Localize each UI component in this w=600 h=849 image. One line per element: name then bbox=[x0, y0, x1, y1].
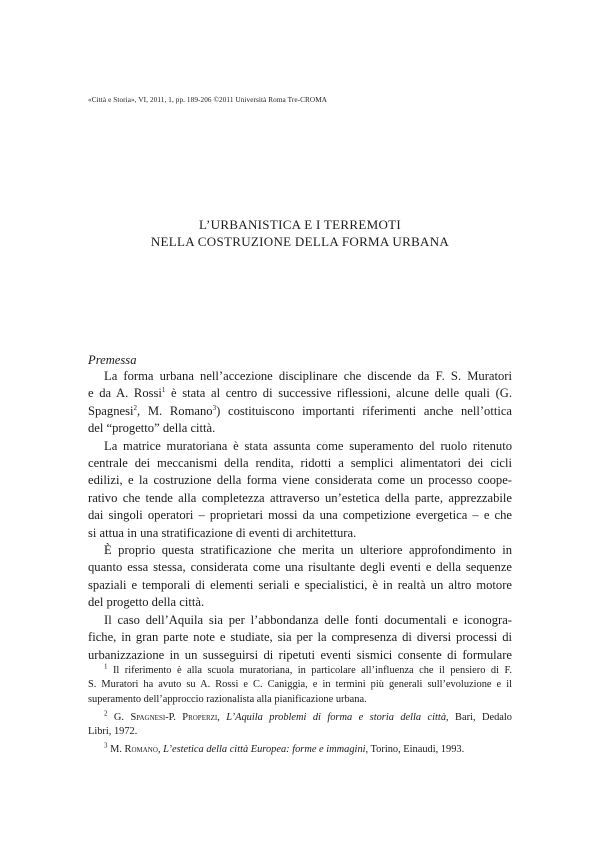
paragraph bbox=[88, 438, 512, 542]
footnote-line: $^3$ M. Romano, L’estetica della città Europea: forme e immagini, Torino, Einaudi, 1993. bbox=[104, 742, 465, 756]
footnote-marker: 1 bbox=[161, 386, 166, 395]
text-line: e da A. Rossi$^1$ è stata al centro di successive riflessioni, alcune delle quali (G. bbox=[88, 386, 513, 401]
text-line: quanto essa stessa, considerata come una risultante degli eventi e della sequenze bbox=[88, 560, 512, 575]
footnote-marker: 2 bbox=[133, 403, 137, 412]
footnote-line: $^1$ Il riferimento è alla scuola muratoriana, in particolare all’influenza che il pensiero di F. bbox=[104, 662, 512, 676]
text-line: La forma urbana nell’accezione disciplinare che discende da F. S. Muratori bbox=[104, 369, 512, 383]
footnote-2 bbox=[88, 711, 512, 740]
footnote-marker: 3 bbox=[104, 742, 108, 751]
article-title bbox=[88, 217, 512, 250]
text-line: dai singoli operatori – proprietari mossi da una competizione evergetica – e che bbox=[88, 508, 512, 523]
text-line: rativo che tende alla completezza attraverso un’estetica della parte, apprezzabile bbox=[88, 490, 512, 505]
text-line: del progetto della città. bbox=[88, 595, 205, 610]
section-heading: Premessa bbox=[88, 353, 137, 367]
text-line: Spagnesi$^2$, M. Romano$^3$) costituiscono importanti riferimenti anche nell’ottica bbox=[88, 403, 512, 418]
text-line: urbanizzazione in un susseguirsi di ripetuti eventi sismici consente di formulare bbox=[88, 647, 512, 662]
text-line: Il caso dell’Aquila sia per l’abbondanza delle fonti documentali e iconogra- bbox=[104, 612, 512, 627]
footnotes bbox=[88, 664, 512, 762]
footnote-marker: 2 bbox=[104, 709, 108, 718]
text-line: spaziali e temporali di elementi seriali e specialistici, è in realtà un altro motore bbox=[88, 577, 512, 592]
text-line: edilizi, e la costruzione della forma viene considerata come un processo coope- bbox=[88, 473, 512, 488]
text-line: È proprio questa stratificazione che merita un ulteriore approfondimento in bbox=[104, 543, 512, 558]
text-line: fiche, in gran parte note e studiate, sia per la compresenza di diversi processi di bbox=[88, 630, 512, 645]
text-line: centrale dei meccanismi della rendita, ridotti a semplici alimentatori dei cicli bbox=[88, 456, 512, 471]
title-line-1: L’URBANISTICA E I TERREMOTI bbox=[198, 217, 402, 232]
paragraph bbox=[88, 612, 512, 664]
footnote-line: $^2$ G. Spagnesi-P. Properzi, L’Aquila problemi di forma e storia della città, Bari, Dedalo bbox=[104, 709, 512, 723]
text-line: La matrice muratoriana è stata assunta come superamento del ruolo ritenuto bbox=[104, 438, 512, 453]
footnote-marker: 1 bbox=[104, 662, 108, 671]
running-head: «Città e Storia», VI, 2011, 1, pp. 189-206 ©2011 Università Roma Tre-CROMA bbox=[88, 96, 327, 104]
body-text bbox=[88, 368, 512, 664]
footnote-marker: 3 bbox=[212, 403, 217, 412]
footnote-3 bbox=[88, 743, 512, 757]
book-title: L’Aquila problemi di forma e storia della città bbox=[226, 711, 447, 723]
footnote-line: superamento dell’approccio razionalista alla pianificazione urbana. bbox=[88, 693, 367, 705]
text-line: si attua in una stratificazione di eventi di architettura. bbox=[88, 525, 357, 540]
paragraph bbox=[88, 542, 512, 612]
author-name: Properzi bbox=[182, 711, 218, 723]
book-title: L’estetica della città Europea: forme e immagini bbox=[163, 744, 366, 756]
title-line-2: NELLA COSTRUZIONE DELLA FORMA URBANA bbox=[150, 233, 450, 249]
footnote-1 bbox=[88, 664, 512, 707]
text-line: del “progetto” della città. bbox=[88, 421, 216, 436]
author-name: Romano bbox=[124, 744, 158, 756]
author-name: Spagnesi bbox=[130, 711, 166, 723]
paragraph bbox=[88, 368, 512, 438]
footnote-line: Libri, 1972. bbox=[88, 726, 138, 738]
footnote-line: S. Muratori ha avuto su A. Rossi e C. Caniggia, e in termini più generali sull’evoluzione e il bbox=[88, 679, 512, 691]
